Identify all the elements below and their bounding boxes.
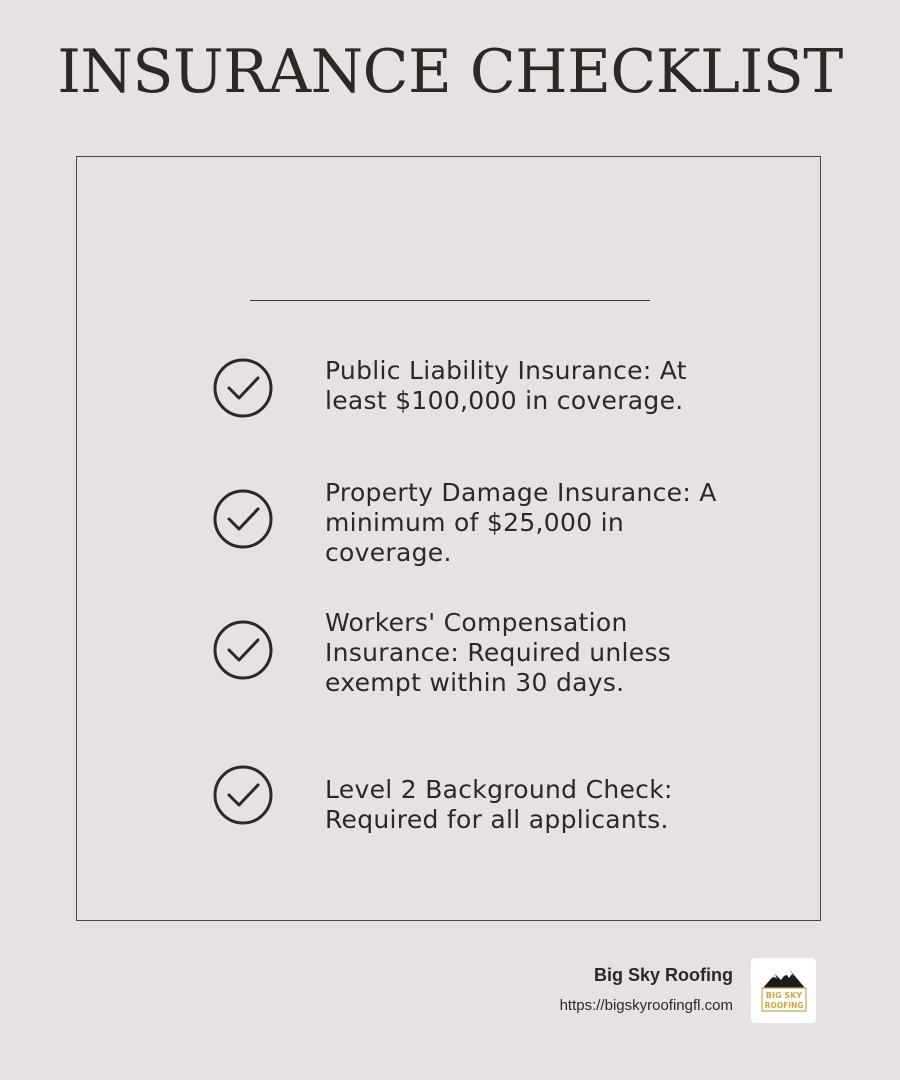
checklist-item-text: Workers' Compensation Insurance: Required unless exempt within 30 days. [325, 608, 672, 697]
checklist-item-text: Property Damage Insurance: A minimum of $25,000 in coverage. [325, 478, 717, 567]
svg-text:BIG SKY: BIG SKY [765, 991, 803, 1000]
checklist-item-text: Level 2 Background Check: Required for all applicants. [325, 775, 673, 834]
check-circle-icon [212, 488, 274, 550]
check-circle-icon [212, 764, 274, 826]
check-circle-icon [212, 357, 274, 419]
brand-name: Big Sky Roofing [594, 965, 733, 985]
brand-logo[interactable] [751, 958, 816, 1023]
checklist-item-text: Public Liability Insurance: At least $100,000 in coverage. [325, 356, 687, 415]
svg-text:ROOFING: ROOFING [764, 1001, 804, 1010]
mountain-logo-icon [751, 958, 816, 1023]
divider-line [250, 300, 650, 301]
check-circle-icon [212, 619, 274, 681]
brand-url[interactable]: https://bigskyroofingfl.com [559, 997, 733, 1014]
page-title: INSURANCE CHECKLIST [57, 37, 843, 107]
